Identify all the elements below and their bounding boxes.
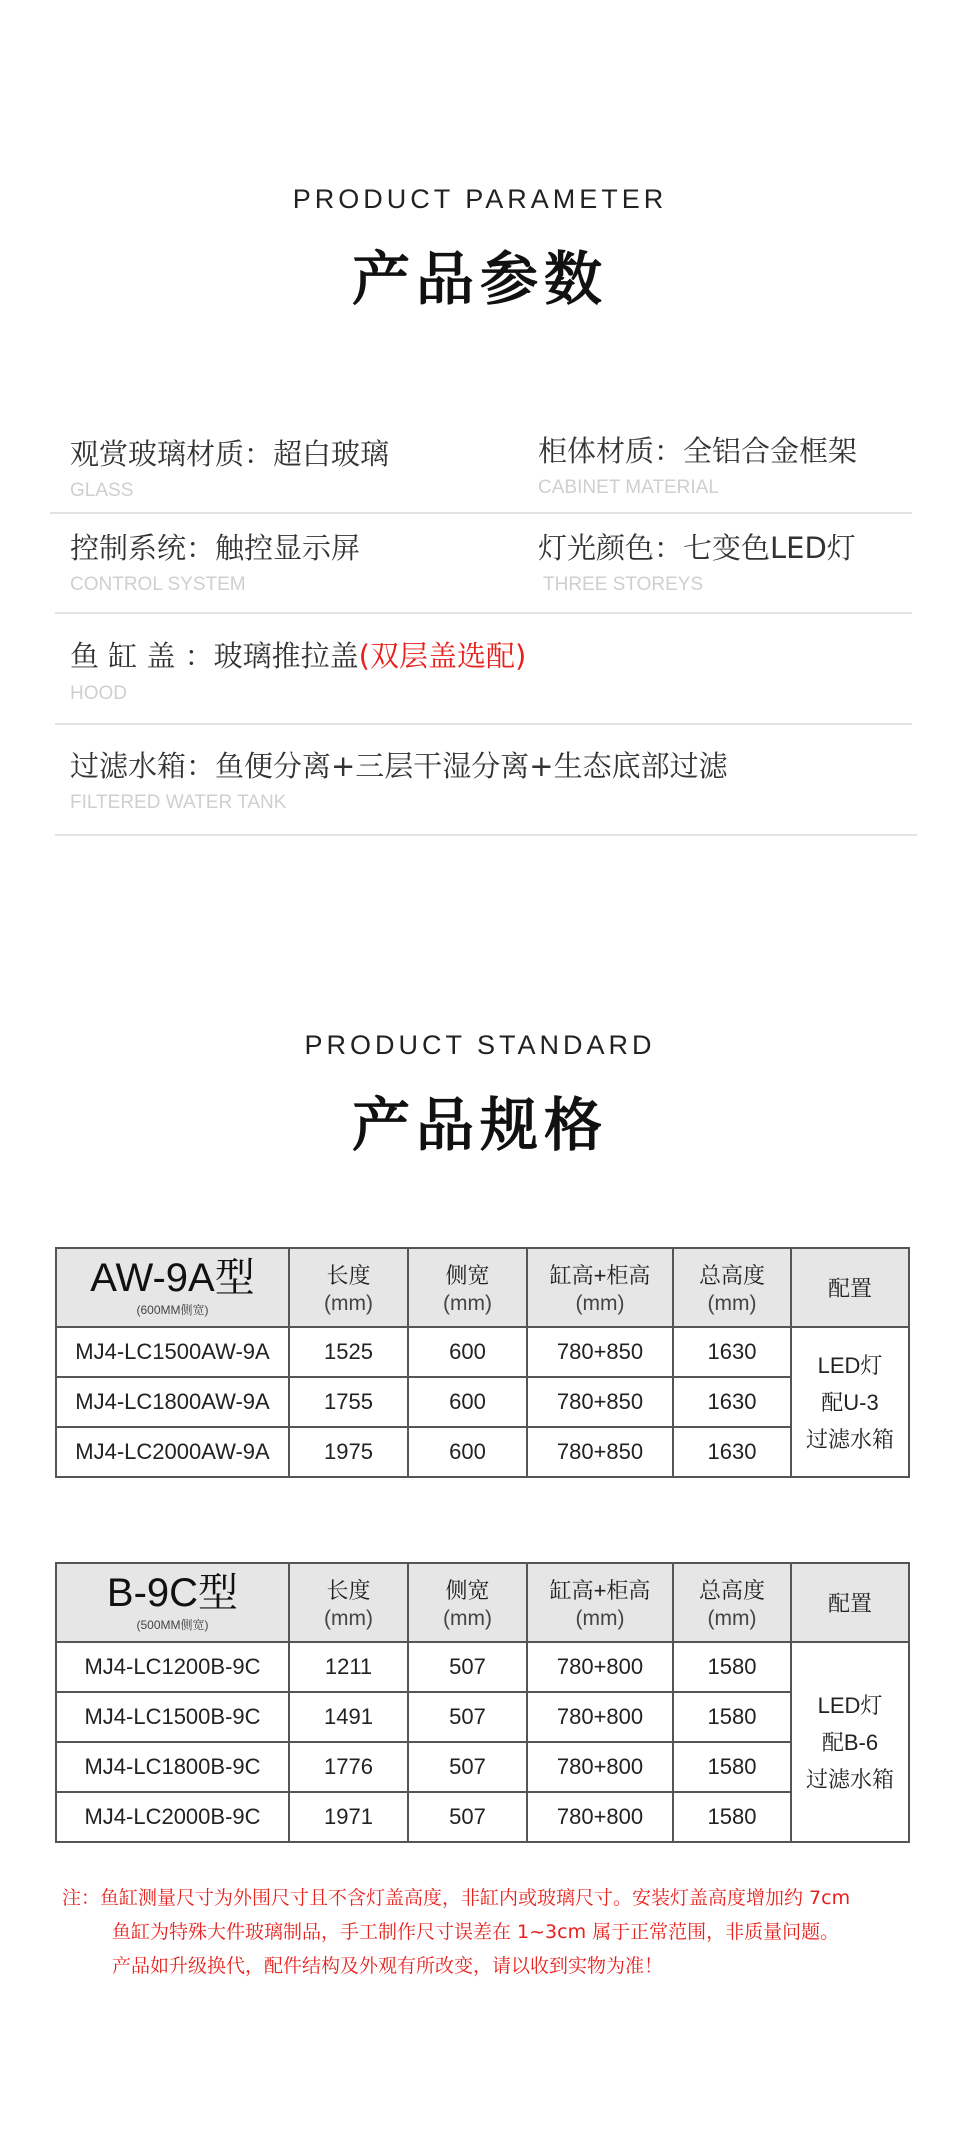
divider: [55, 834, 917, 836]
spec-table-b-9c: [55, 1562, 910, 1843]
model-header-cell: [56, 1563, 289, 1642]
light-param-en: THREE STOREYS: [543, 574, 704, 595]
column-header-config: 配置: [791, 1248, 909, 1327]
model-subtitle: (500MM侧宽): [136, 1617, 209, 1632]
height-cell: 780+850: [527, 1427, 673, 1477]
hood-param-en: HOOD: [70, 683, 127, 704]
total-height-cell: 1580: [673, 1742, 791, 1792]
length-cell: 1211: [289, 1642, 408, 1692]
config-cell: LED灯 配B-6 过滤水箱: [791, 1642, 909, 1842]
control-param-en: CONTROL SYSTEM: [70, 574, 246, 595]
config-cell: LED灯 配U-3 过滤水箱: [791, 1327, 909, 1477]
total-height-cell: 1580: [673, 1642, 791, 1692]
table-row: [56, 1692, 909, 1742]
total-height-cell: 1630: [673, 1427, 791, 1477]
column-header-height: 缸高+柜高 (mm): [527, 1563, 673, 1642]
table-row: [56, 1427, 909, 1477]
column-header-config: 配置: [791, 1563, 909, 1642]
divider: [55, 612, 912, 614]
height-cell: 780+800: [527, 1642, 673, 1692]
glass-param-en: GLASS: [70, 480, 134, 501]
column-header-length: 长度 (mm): [289, 1248, 408, 1327]
model-header-cell: [56, 1248, 289, 1327]
column-header-width: 侧宽 (mm): [408, 1248, 527, 1327]
length-cell: 1525: [289, 1327, 408, 1377]
divider: [55, 723, 912, 725]
model-cell: MJ4-LC1500B-9C: [56, 1692, 289, 1742]
control-param-label: 控制系统：触控显示屏: [70, 531, 361, 565]
hood-param-text: 鱼 缸 盖 ：玻璃推拉盖: [70, 639, 359, 673]
parameter-title-cn: 产品参数: [351, 245, 608, 313]
note-line-1: 注：鱼缸测量尺寸为外围尺寸且不含灯盖高度，非缸内或玻璃尺寸。安装灯盖高度增加约 7cm: [62, 1887, 851, 1909]
model-cell: MJ4-LC1500AW-9A: [56, 1327, 289, 1377]
column-header-height: 缸高+柜高 (mm): [527, 1248, 673, 1327]
table-row: [56, 1792, 909, 1842]
width-cell: 600: [408, 1377, 527, 1427]
model-subtitle: (600MM侧宽): [136, 1302, 209, 1317]
note-line-3: 产品如升级换代，配件结构及外观有所改变，请以收到实物为准！: [112, 1955, 664, 1977]
height-cell: 780+800: [527, 1742, 673, 1792]
height-cell: 780+800: [527, 1792, 673, 1842]
model-cell: MJ4-LC1800B-9C: [56, 1742, 289, 1792]
width-cell: 507: [408, 1792, 527, 1842]
note-line-2: 鱼缸为特殊大件玻璃制品，手工制作尺寸误差在 1~3cm 属于正常范围，非质量问题。: [112, 1921, 840, 1943]
filter-param-label: 过滤水箱：鱼便分离+三层干湿分离+生态底部过滤: [70, 749, 728, 783]
light-param-label: 灯光颜色：七变色LED灯: [538, 531, 856, 565]
width-cell: 600: [408, 1327, 527, 1377]
table-row: [56, 1327, 909, 1377]
total-height-cell: 1580: [673, 1692, 791, 1742]
total-height-cell: 1580: [673, 1792, 791, 1842]
column-header-total-height: 总高度 (mm): [673, 1248, 791, 1327]
width-cell: 507: [408, 1642, 527, 1692]
model-cell: MJ4-LC1200B-9C: [56, 1642, 289, 1692]
filter-param-en: FILTERED WATER TANK: [70, 792, 287, 813]
length-cell: 1491: [289, 1692, 408, 1742]
length-cell: 1776: [289, 1742, 408, 1792]
hood-param-label: [70, 634, 526, 675]
standard-title-en: PRODUCT STANDARD: [304, 1030, 656, 1060]
model-cell: MJ4-LC2000AW-9A: [56, 1427, 289, 1477]
height-cell: 780+850: [527, 1327, 673, 1377]
column-header-total-height: 总高度 (mm): [673, 1563, 791, 1642]
standard-title-cn: 产品规格: [351, 1091, 608, 1159]
table-row: [56, 1642, 909, 1692]
divider: [50, 512, 912, 514]
width-cell: 507: [408, 1692, 527, 1742]
table-row: [56, 1377, 909, 1427]
length-cell: 1755: [289, 1377, 408, 1427]
model-cell: MJ4-LC1800AW-9A: [56, 1377, 289, 1427]
glass-param-label: 观赏玻璃材质：超白玻璃: [70, 437, 390, 471]
hood-param-highlight: (双层盖选配): [358, 639, 527, 673]
width-cell: 507: [408, 1742, 527, 1792]
model-name: B-9C型: [106, 1570, 239, 1615]
width-cell: 600: [408, 1427, 527, 1477]
total-height-cell: 1630: [673, 1327, 791, 1377]
parameter-title-en: PRODUCT PARAMETER: [292, 184, 668, 214]
table-row: [56, 1742, 909, 1792]
length-cell: 1975: [289, 1427, 408, 1477]
height-cell: 780+850: [527, 1377, 673, 1427]
cabinet-param-en: CABINET MATERIAL: [538, 477, 719, 498]
height-cell: 780+800: [527, 1692, 673, 1742]
column-header-width: 侧宽 (mm): [408, 1563, 527, 1642]
length-cell: 1971: [289, 1792, 408, 1842]
spec-table-aw-9a: [55, 1247, 910, 1478]
cabinet-param-label: 柜体材质：全铝合金框架: [538, 434, 858, 468]
total-height-cell: 1630: [673, 1377, 791, 1427]
model-cell: MJ4-LC2000B-9C: [56, 1792, 289, 1842]
column-header-length: 长度 (mm): [289, 1563, 408, 1642]
model-name: AW-9A型: [90, 1255, 255, 1300]
